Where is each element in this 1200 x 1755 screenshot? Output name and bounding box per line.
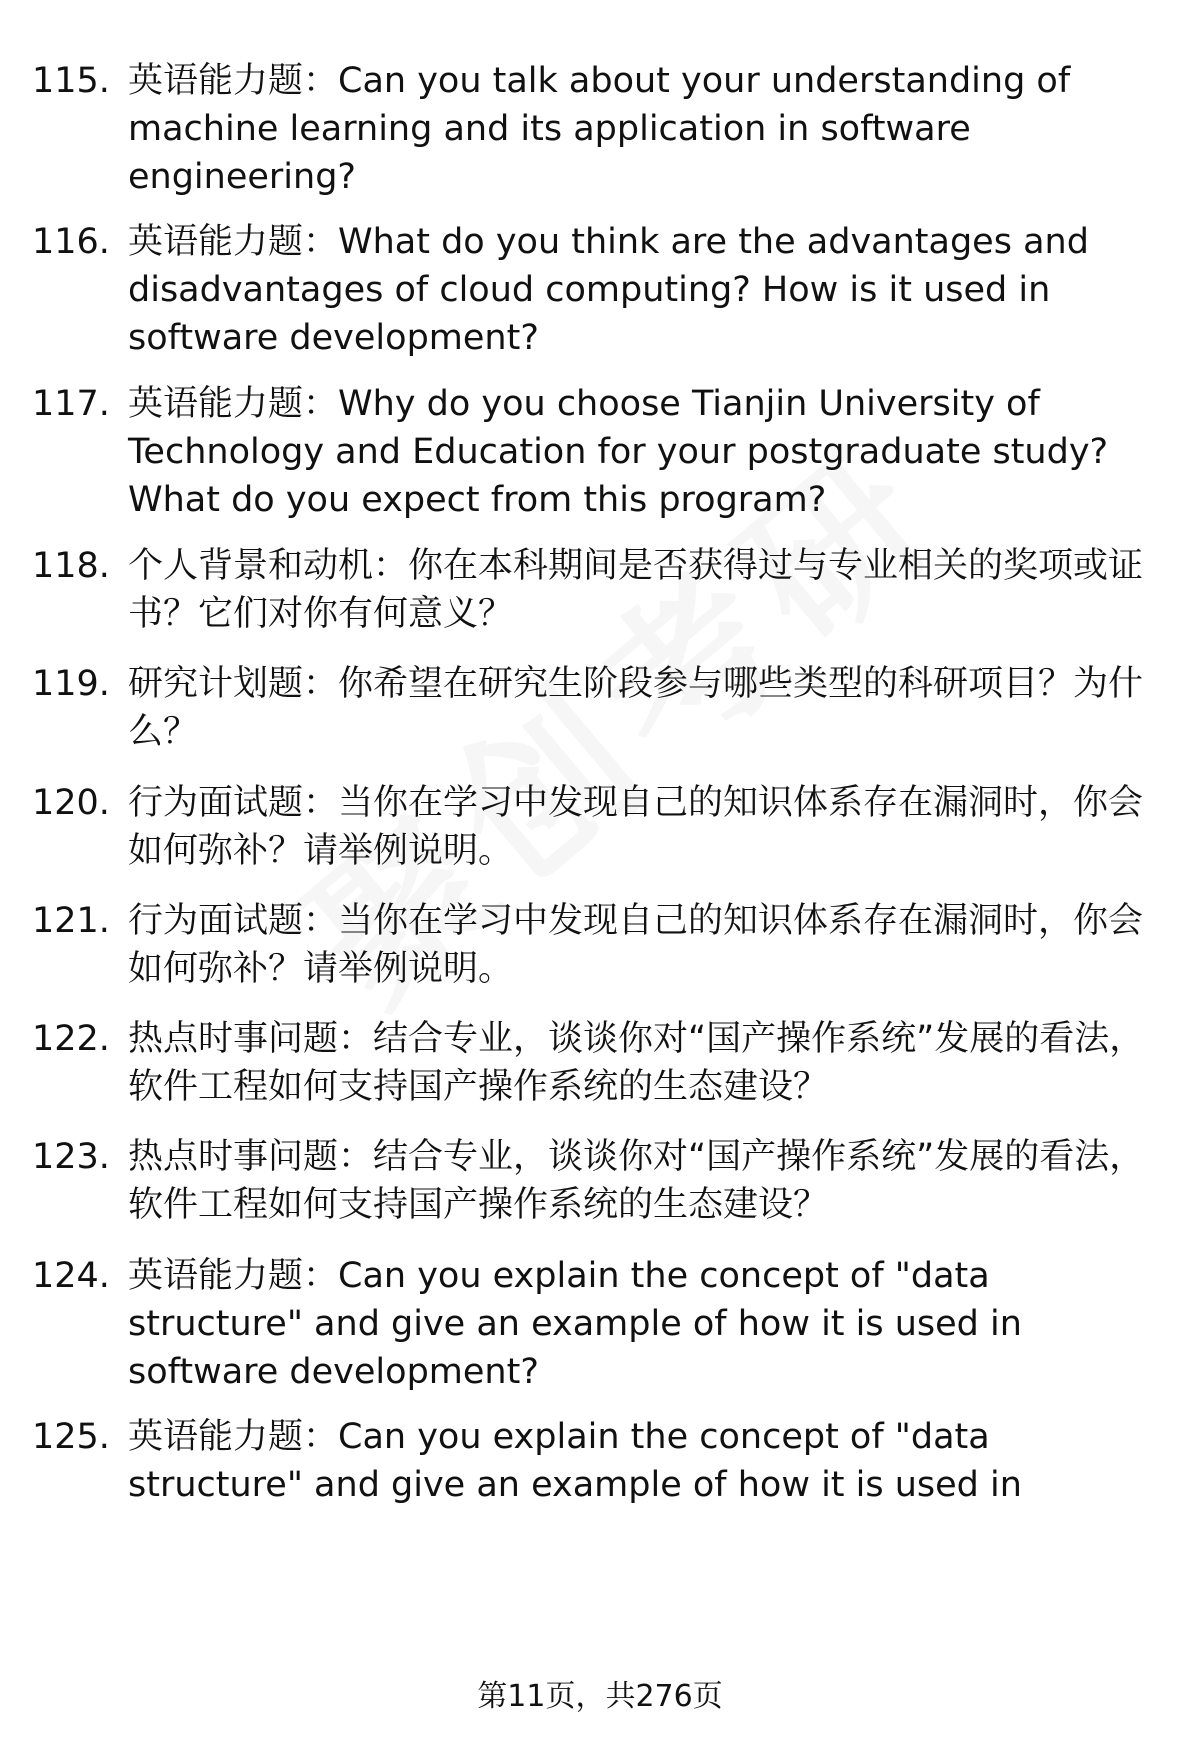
question-text: 英语能力题：Can you explain the concept of "data structure" and give an example of how it is used in <box>128 1417 1022 1505</box>
question-number: 117. <box>32 384 110 424</box>
question-number: 123. <box>32 1137 110 1177</box>
question-number: 122. <box>32 1019 110 1059</box>
question-text: 英语能力题：Can you explain the concept of "data structure" and give an example of how it is used in software development? <box>128 1256 1022 1392</box>
question-number: 120. <box>32 783 110 823</box>
question-text: 英语能力题：What do you think are the advantages and disadvantages of cloud computing? How is it used in software development? <box>128 222 1089 358</box>
question-text: 热点时事问题：结合专业，谈谈你对“国产操作系统”发展的看法，软件工程如何支持国产操作系统的生态建设？ <box>128 1137 1145 1225</box>
question-text: 个人背景和动机：你在本科期间是否获得过与专业相关的奖项或证书？它们对你有何意义？ <box>128 546 1144 634</box>
question-number: 115. <box>32 61 110 101</box>
question-number: 119. <box>32 664 110 704</box>
page-number: 第11页，共276页 <box>477 1679 723 1714</box>
question-number: 125. <box>32 1417 110 1457</box>
question-text: 英语能力题：Why do you choose Tianjin University of Technology and Education for your postgraduate study? What do you expect from this program? <box>128 384 1109 520</box>
question-number: 124. <box>32 1256 110 1296</box>
question-number: 116. <box>32 222 110 262</box>
question-text: 英语能力题：Can you talk about your understanding of machine learning and its application in software engineering? <box>128 61 1071 197</box>
question-text: 热点时事问题：结合专业，谈谈你对“国产操作系统”发展的看法，软件工程如何支持国产操作系统的生态建设？ <box>128 1019 1145 1107</box>
question-text: 行为面试题：当你在学习中发现自己的知识体系存在漏洞时，你会如何弥补？请举例说明。 <box>128 901 1144 989</box>
question-number: 118. <box>32 546 110 586</box>
question-text: 研究计划题：你希望在研究生阶段参与哪些类型的科研项目？为什么？ <box>128 664 1144 752</box>
question-number: 121. <box>32 901 110 941</box>
question-text: 行为面试题：当你在学习中发现自己的知识体系存在漏洞时，你会如何弥补？请举例说明。 <box>128 783 1144 871</box>
